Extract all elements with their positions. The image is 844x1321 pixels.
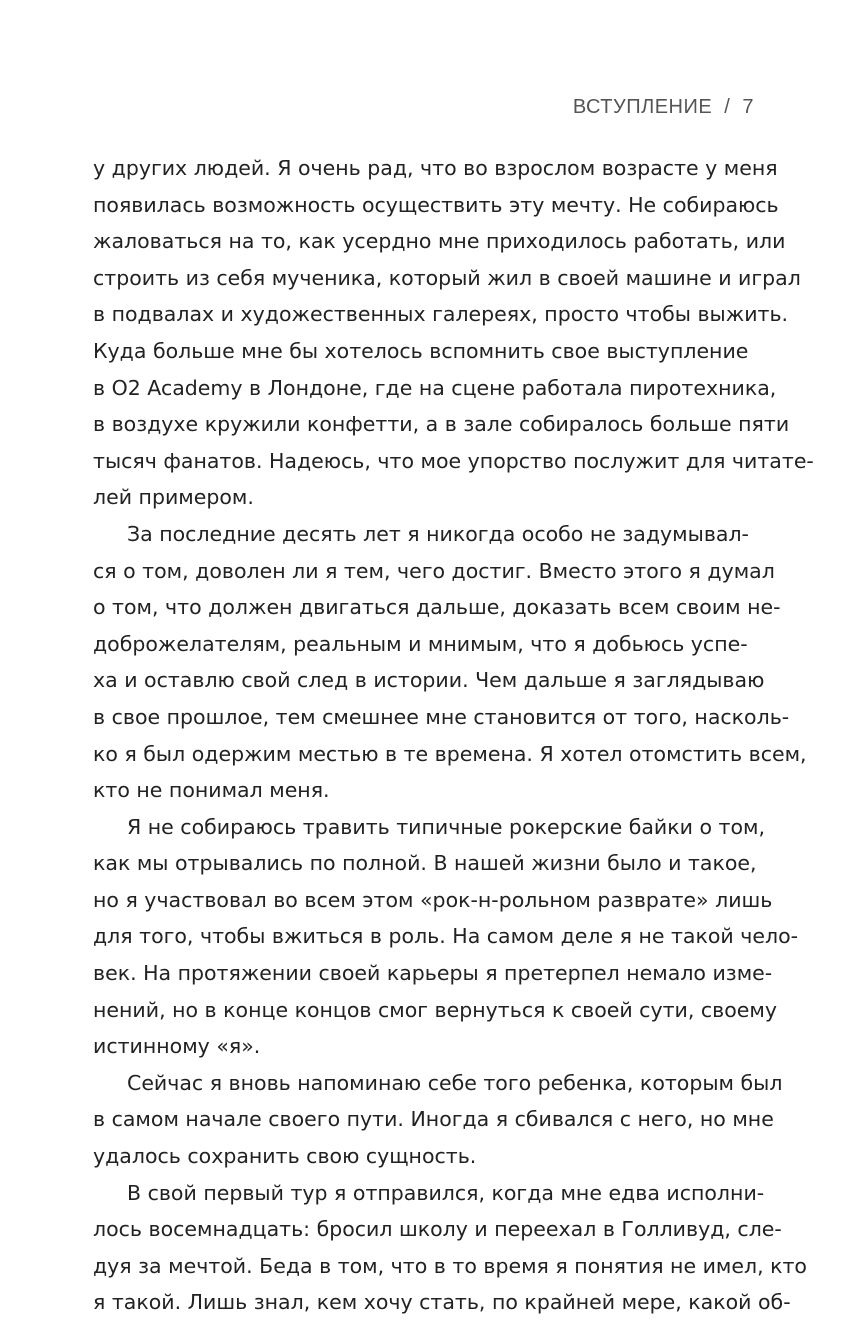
text-line: строить из себя мученика, который жил в своей машине и играл (93, 265, 801, 290)
text-line: ся о том, доволен ли я тем, чего достиг. Вместо этого я думал (93, 558, 775, 583)
text-line: жаловаться на то, как усердно мне приходилось работать, или (93, 229, 786, 254)
text-line: как мы отрывались по полной. В нашей жизни было и такое, (93, 851, 757, 876)
text-line: доброжелателям, реальным и мнимым, что я добьюсь успе- (93, 631, 748, 656)
paragraph (93, 1175, 807, 1321)
text-line: лей примером. (93, 485, 254, 510)
text-line: в самом начале своего пути. Иногда я сбивался с него, но мне (93, 1107, 774, 1132)
text-line: тысяч фанатов. Надеюсь, что мое упорство послужит для читате- (93, 448, 814, 473)
text-line: в подвалах и художественных галереях, просто чтобы выжить. (93, 302, 789, 327)
text-line: ко я был одержим местью в те времена. Я хотел отомстить всем, (93, 741, 807, 766)
running-header (573, 96, 754, 119)
text-line: но я участвовал во всем этом «рок-н-рольном разврате» лишь (93, 887, 773, 912)
text-line: появилась возможность осуществить эту мечту. Не собираюсь (93, 192, 779, 217)
text-line: лось восемнадцать: бросил школу и переехал в Голливуд, сле- (93, 1217, 782, 1242)
text-line: в O2 Academy в Лондоне, где на сцене работала пиротехника, (93, 375, 777, 400)
text-line: кто не понимал меня. (93, 778, 330, 803)
paragraph (93, 809, 799, 1065)
text-line: для того, чтобы вжиться в роль. На самом деле я не такой чело- (93, 924, 799, 949)
text-line: истинному «я». (93, 1034, 261, 1059)
text-line: у других людей. Я очень рад, что во взрослом возрасте у меня (93, 156, 778, 180)
text-line: в свое прошлое, тем смешнее мне становится от того, насколь- (93, 704, 790, 729)
text-line: В свой первый тур я отправился, когда мне едва исполни- (127, 1180, 765, 1205)
text-line: Сейчас я вновь напоминаю себе того ребенка, которым был (127, 1070, 783, 1095)
text-line: Я не собираюсь травить типичные рокерские байки о том, (127, 814, 765, 839)
paragraph (93, 1065, 783, 1175)
paragraph (93, 516, 807, 809)
paragraph (93, 150, 814, 516)
text-line: нений, но в конце концов смог вернуться к своей сути, своему (93, 997, 777, 1022)
body-text (93, 150, 814, 1321)
text-line: век. На протяжении своей карьеры я претерпел немало изме- (93, 961, 773, 986)
text-line: дуя за мечтой. Беда в том, что в то время я понятия не имел, кто (93, 1253, 807, 1278)
text-line: о том, что должен двигаться дальше, доказать всем своим не- (93, 595, 781, 620)
section-title: ВСТУПЛЕНИЕ (572, 96, 713, 118)
page-number: 7 (742, 96, 754, 118)
text-line: За последние десять лет я никогда особо не задумывал- (127, 521, 749, 546)
header-separator: / (724, 96, 731, 118)
text-line: удалось сохранить свою сущность. (93, 1144, 477, 1169)
text-line: я такой. Лишь знал, кем хочу стать, по крайней мере, какой об- (93, 1290, 791, 1315)
text-line: Куда больше мне бы хотелось вспомнить свое выступление (93, 338, 749, 363)
text-line: в воздухе кружили конфетти, а в зале собиралось больше пяти (93, 412, 790, 437)
text-line: ха и оставлю свой след в истории. Чем дальше я заглядываю (93, 668, 765, 693)
